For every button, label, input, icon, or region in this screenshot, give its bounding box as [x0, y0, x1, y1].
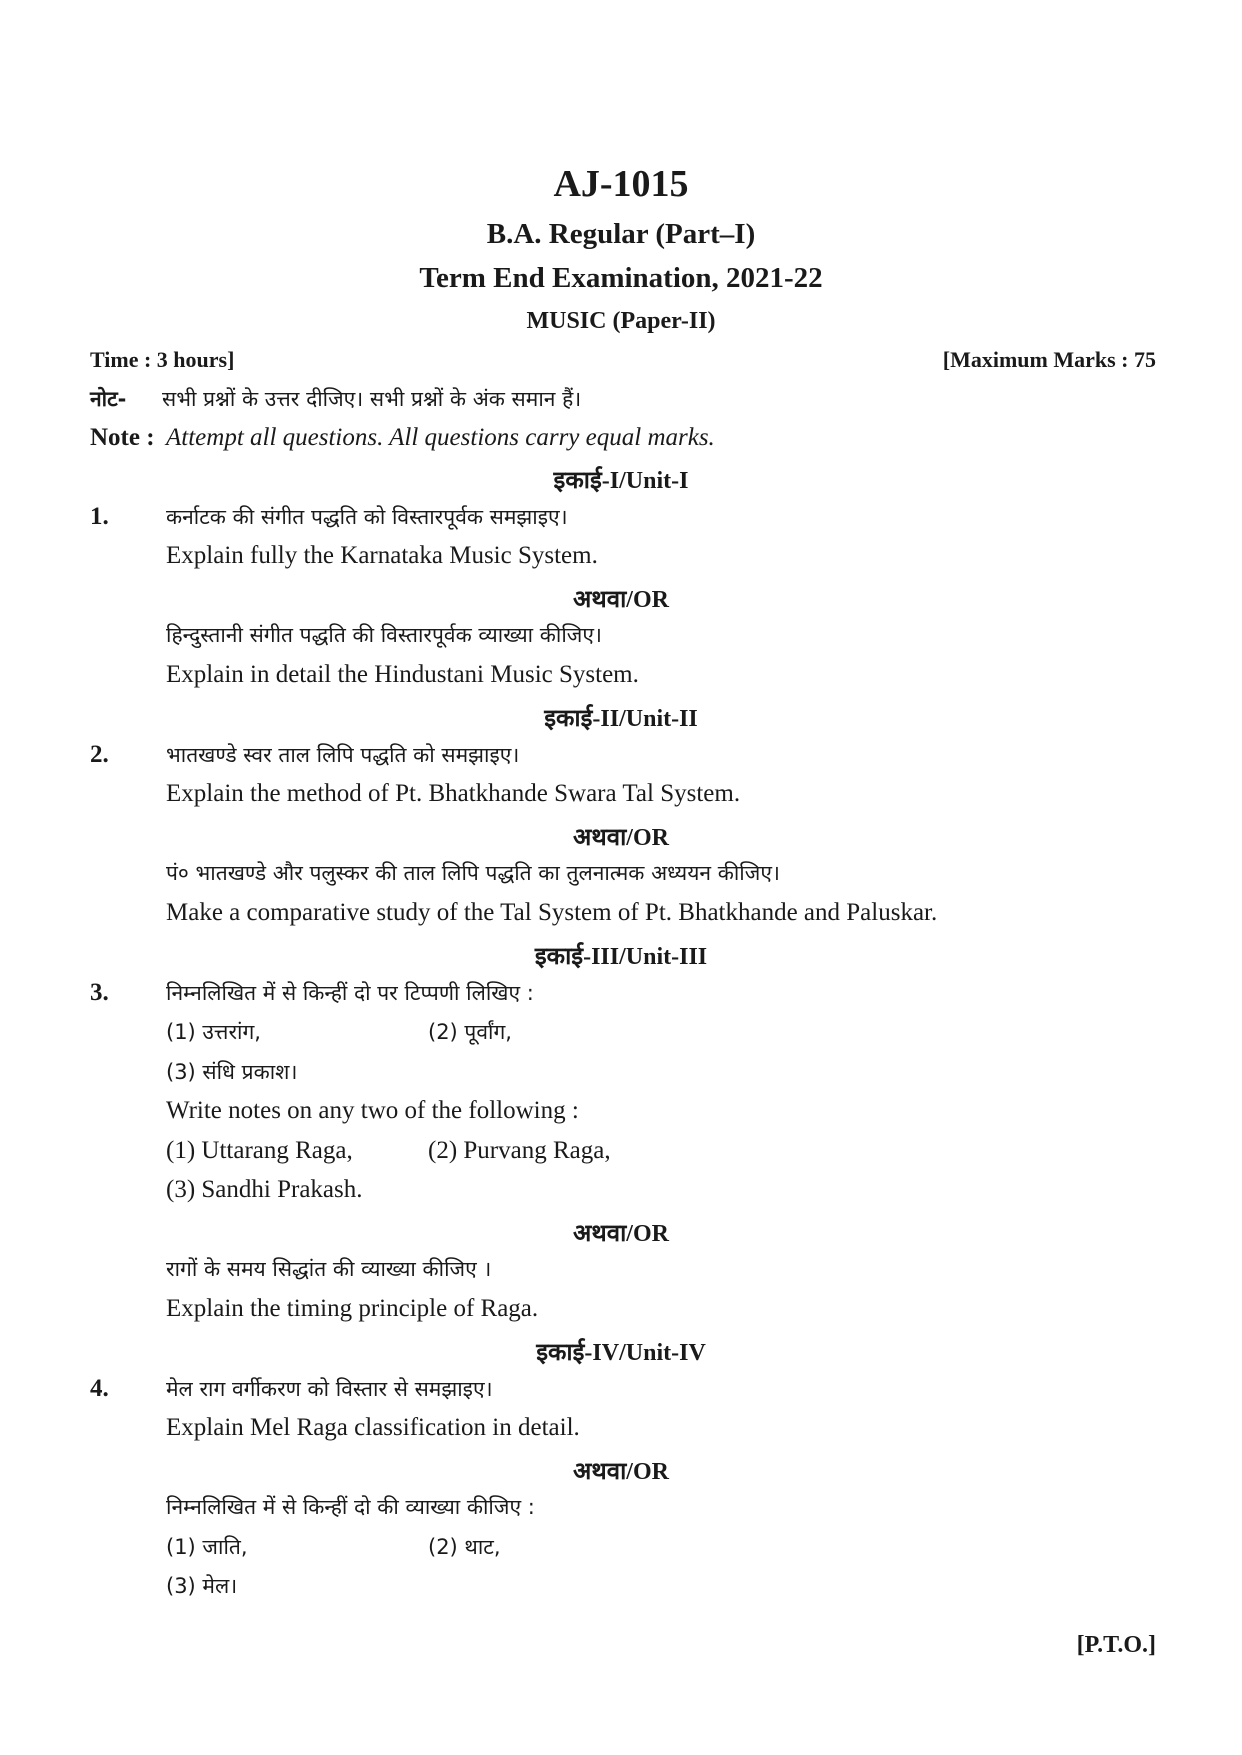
or-separator: अथवा/OR — [573, 1459, 669, 1485]
question-hindi: निम्नलिखित में से किन्हीं दो पर टिप्पणी लिखिए : — [166, 981, 534, 1005]
unit-heading: इकाई-III/Unit-III — [534, 944, 708, 970]
exam-title: Term End Examination, 2021-22 — [419, 262, 823, 294]
or-separator: अथवा/OR — [573, 1221, 669, 1247]
alt-question-hindi: पं० भातखण्डे और पलुस्कर की ताल लिपि पद्धति का तुलनात्मक अध्ययन कीजिए। — [166, 861, 780, 885]
note-label-hindi: नोट- — [90, 387, 127, 411]
note-text-hindi: सभी प्रश्नों के उत्तर दीजिए। सभी प्रश्नों के अंक समान हैं। — [162, 387, 582, 411]
unit-heading: इकाई-I/Unit-I — [553, 468, 689, 494]
please-turn-over: [P.T.O.] — [1076, 1632, 1156, 1658]
question-hindi: कर्नाटक की संगीत पद्धति को विस्तारपूर्वक समझाइए। — [166, 505, 568, 529]
option-english: (1) Uttarang Raga, — [166, 1137, 353, 1164]
question-english: Explain fully the Karnataka Music System. — [166, 542, 598, 569]
alt-question-english: Make a comparative study of the Tal System of Pt. Bhatkhande and Paluskar. — [166, 899, 938, 926]
option-hindi: (2) थाट, — [428, 1535, 501, 1559]
course-title: B.A. Regular (Part–I) — [486, 218, 756, 250]
option-english: (2) Purvang Raga, — [428, 1137, 611, 1164]
alt-question-english: Explain in detail the Hindustani Music System. — [166, 661, 639, 688]
option-hindi: (2) पूर्वांग, — [428, 1020, 512, 1044]
option-english: (3) Sandhi Prakash. — [166, 1176, 363, 1203]
unit-heading: इकाई-IV/Unit-IV — [536, 1340, 706, 1366]
time-allowed: Time : 3 hours] — [90, 347, 235, 372]
note-label-english: Note : — [90, 424, 155, 451]
option-hindi: (3) मेल। — [166, 1574, 238, 1598]
option-hindi: (1) जाति, — [166, 1535, 248, 1559]
alt-question-hindi: रागों के समय सिद्धांत की व्याख्या कीजिए । — [166, 1257, 492, 1281]
paper-code: AJ-1015 — [553, 163, 689, 205]
question-number: 2. — [90, 741, 109, 768]
or-separator: अथवा/OR — [573, 587, 669, 613]
question-hindi: भातखण्डे स्वर ताल लिपि पद्धति को समझाइए। — [166, 743, 520, 767]
question-english: Explain the method of Pt. Bhatkhande Swara Tal System. — [166, 780, 741, 807]
option-hindi: (1) उत्तरांग, — [166, 1020, 261, 1044]
alt-question-hindi: हिन्दुस्तानी संगीत पद्धति की विस्तारपूर्वक व्याख्या कीजिए। — [166, 623, 602, 647]
maximum-marks: [Maximum Marks : 75 — [942, 347, 1156, 372]
question-number: 1. — [90, 503, 109, 530]
question-english: Write notes on any two of the following : — [166, 1097, 579, 1124]
question-hindi: मेल राग वर्गीकरण को विस्तार से समझाइए। — [166, 1377, 493, 1401]
option-hindi: (3) संधि प्रकाश। — [166, 1060, 298, 1084]
unit-heading: इकाई-II/Unit-II — [544, 706, 698, 732]
alt-question-hindi: निम्नलिखित में से किन्हीं दो की व्याख्या कीजिए : — [166, 1495, 535, 1519]
alt-question-english: Explain the timing principle of Raga. — [166, 1295, 539, 1322]
question-number: 4. — [90, 1375, 109, 1402]
question-english: Explain Mel Raga classification in detail. — [166, 1414, 580, 1441]
subject-title: MUSIC (Paper-II) — [526, 308, 716, 334]
question-number: 3. — [90, 979, 109, 1006]
note-text-english: Attempt all questions. All questions carry equal marks. — [166, 424, 715, 451]
or-separator: अथवा/OR — [573, 825, 669, 851]
